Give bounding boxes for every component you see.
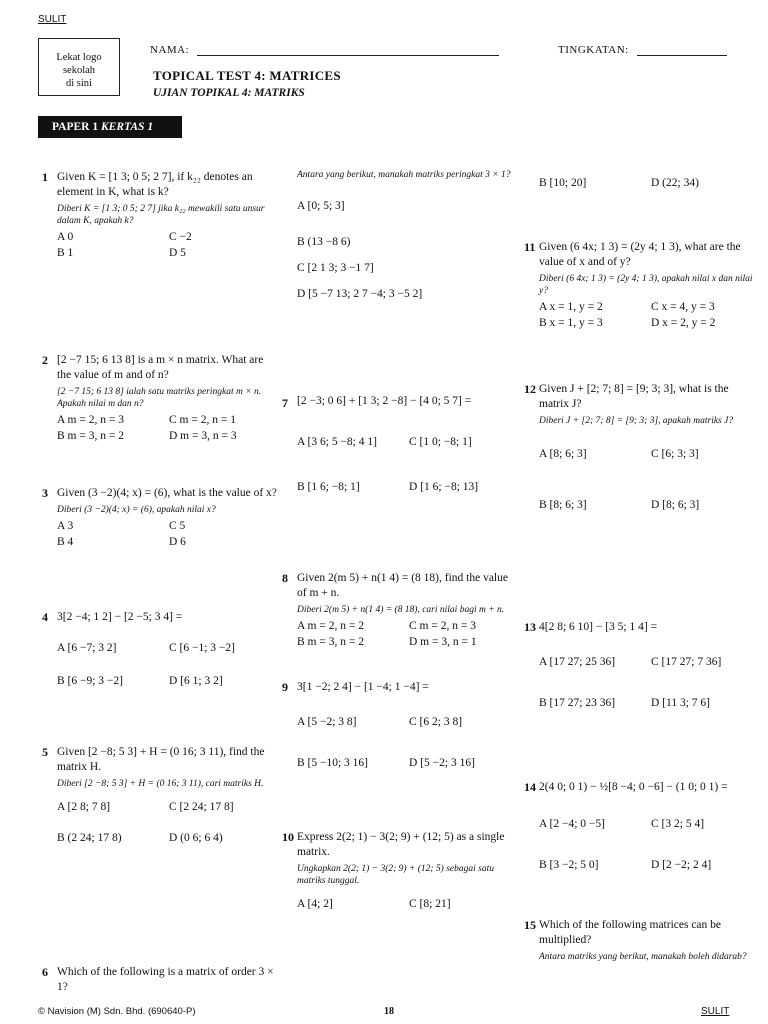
option-d[interactable]: D [11 3; 7 6]	[651, 697, 710, 709]
option-d[interactable]: D [5 −2; 3 16]	[409, 757, 475, 769]
logo-line: sekolah	[62, 65, 96, 76]
option-a[interactable]: A [8; 6; 3]	[539, 448, 587, 460]
option-c[interactable]: C m = 2, n = 3	[409, 620, 476, 632]
answer-options	[297, 619, 519, 650]
option-d[interactable]: D x = 2, y = 2	[651, 317, 716, 329]
option-b[interactable]: B [17 27; 23 36]	[539, 697, 616, 709]
option-d[interactable]: D [2 −2; 2 4]	[651, 859, 712, 871]
option-d[interactable]: D [8; 6; 3]	[651, 499, 700, 511]
question-15	[524, 918, 761, 963]
option-a[interactable]: A [2 −4; 0 −5]	[539, 818, 605, 830]
question-1	[42, 170, 279, 261]
answer-options	[297, 193, 519, 307]
question-text-english: 3[2 −4; 1 2] − [2 −5; 3 4] =	[57, 611, 183, 623]
answer-options	[57, 641, 279, 689]
question-text-english: Given J + [2; 7; 8] = [9; 3; 3], what is the matrix J?	[539, 383, 729, 410]
option-c[interactable]: C [6; 3; 3]	[651, 448, 699, 460]
answer-options	[539, 817, 761, 873]
option-c[interactable]: C x = 4, y = 3	[651, 301, 715, 313]
option-c[interactable]: C [17 27; 7 36]	[651, 656, 722, 668]
option-c[interactable]: C −2	[169, 231, 192, 243]
option-a[interactable]: A [5 −2; 3 8]	[297, 716, 357, 728]
option-b[interactable]: B [10; 20]	[539, 177, 587, 189]
option-d[interactable]: D 5	[169, 247, 186, 259]
paper-section-header	[38, 116, 182, 138]
answer-options	[297, 435, 519, 495]
question-7	[282, 382, 519, 495]
answer-options	[57, 519, 279, 550]
question-text-malay: Diberi [2 −8; 5 3] + H = (0 16; 3 11), cari matriks H.	[57, 779, 264, 789]
question-10-continued	[539, 176, 761, 191]
question-11	[524, 240, 761, 331]
option-a[interactable]: A [3 6; 5 −8; 4 1]	[297, 436, 377, 448]
name-field-line[interactable]	[197, 55, 499, 56]
question-4	[42, 610, 279, 689]
question-text-english: 3[1 −2; 2 4] − [1 −4; 1 −4] =	[297, 681, 429, 693]
question-number: 13	[524, 620, 536, 634]
question-text-malay: Diberi K = [1 3; 0 5; 2 7] jika k₂₂ mewakili satu unsur dalam K, apakah k?	[57, 204, 265, 226]
question-text-malay: Diberi (6 4x; 1 3) = (2y 4; 1 3), apakah nilai x dan nilai y?	[539, 274, 753, 296]
question-5	[42, 745, 279, 846]
option-c[interactable]: C m = 2, n = 1	[169, 414, 236, 426]
question-2	[42, 353, 279, 444]
option-c[interactable]: C 5	[169, 520, 186, 532]
option-c[interactable]: C [2 24; 17 8]	[169, 801, 234, 813]
question-number: 5	[42, 745, 48, 759]
option-c[interactable]: C [3 2; 5 4]	[651, 818, 705, 830]
option-c[interactable]: C [6 2; 3 8]	[409, 716, 463, 728]
option-b[interactable]: B m = 3, n = 2	[297, 636, 364, 648]
answer-options	[539, 447, 761, 513]
answer-options	[297, 715, 519, 771]
option-a[interactable]: A x = 1, y = 2	[539, 301, 603, 313]
question-text-malay: Diberi (3 −2)(4; x) = (6), apakah nilai x?	[57, 505, 216, 515]
answer-options	[57, 230, 279, 261]
option-c[interactable]: C [1 0; −8; 1]	[409, 436, 472, 448]
question-text-english: Given (3 −2)(4; x) = (6), what is the value of x?	[57, 487, 277, 499]
question-number: 6	[42, 965, 48, 979]
option-c[interactable]: C [8; 21]	[409, 898, 451, 910]
option-a[interactable]: A [17 27; 25 36]	[539, 656, 616, 668]
option-b[interactable]: B 4	[57, 536, 74, 548]
option-b[interactable]: B [8; 6; 3]	[539, 499, 587, 511]
option-b[interactable]: B (13 −8 6)	[297, 236, 351, 248]
logo-line: Lekat logo	[56, 52, 102, 63]
question-number: 11	[524, 240, 536, 254]
answer-options	[57, 413, 279, 444]
option-c[interactable]: C [2 1 3; 3 −1 7]	[297, 262, 374, 274]
option-a[interactable]: A [4; 2]	[297, 898, 333, 910]
school-logo-placeholder	[38, 38, 120, 96]
question-text-english: [2 −3; 0 6] + [1 3; 2 −8] − [4 0; 5 7] =	[297, 395, 472, 407]
question-number: 7	[282, 396, 288, 410]
answer-options	[539, 655, 761, 711]
option-b[interactable]: B (2 24; 17 8)	[57, 832, 122, 844]
question-text-malay: Diberi 2(m 5) + n(1 4) = (8 18), cari nilai bagi m + n.	[297, 605, 505, 615]
question-number: 10	[282, 830, 294, 844]
question-text-english: Given [2 −8; 5 3] + H = (0 16; 3 11), find the matrix H.	[57, 746, 265, 773]
question-3	[42, 486, 279, 550]
question-text-english: Which of the following matrices can be multiplied?	[539, 919, 722, 946]
question-text-english: Which of the following is a matrix of order 3 × 1?	[57, 966, 274, 993]
question-text-english: 2(4 0; 0 1) − ½[8 −4; 0 −6] − (1 0; 0 1) =	[539, 781, 728, 793]
option-b[interactable]: B x = 1, y = 3	[539, 317, 603, 329]
option-a[interactable]: A 3	[57, 520, 74, 532]
test-title-malay: UJIAN TOPIKAL 4: MATRIKS	[153, 87, 305, 99]
question-number: 14	[524, 780, 536, 794]
sulit-label-bottom: SULIT	[701, 1006, 730, 1017]
question-text-english: Given 2(m 5) + n(1 4) = (8 18), find the value of m + n.	[297, 572, 508, 599]
question-number: 2	[42, 353, 48, 367]
logo-line: di sini	[66, 78, 92, 89]
question-number: 4	[42, 610, 48, 624]
question-9	[282, 680, 519, 771]
option-a[interactable]: A [2 8; 7 8]	[57, 801, 111, 813]
kertas-label: KERTAS 1	[100, 121, 154, 133]
question-text-english: Given (6 4x; 1 3) = (2y 4; 1 3), what are the value of x and of y?	[539, 241, 741, 268]
option-a[interactable]: A m = 2, n = 3	[57, 414, 124, 426]
question-8	[282, 571, 519, 650]
option-b[interactable]: B m = 3, n = 2	[57, 430, 124, 442]
question-10	[282, 830, 519, 912]
option-a[interactable]: A m = 2, n = 2	[297, 620, 364, 632]
option-b[interactable]: B [6 −9; 3 −2]	[57, 675, 123, 687]
question-text-malay: Antara matriks yang berikut, manakah boleh didarab?	[539, 952, 747, 962]
option-d[interactable]: D 6	[169, 536, 186, 548]
answer-options	[57, 800, 279, 846]
name-label: NAMA:	[150, 44, 190, 56]
question-text-malay: Diberi J + [2; 7; 8] = [9; 3; 3], apakah matriks J?	[539, 416, 734, 426]
option-b[interactable]: B [5 −10; 3 16]	[297, 757, 369, 769]
test-title-english: TOPICAL TEST 4: MATRICES	[153, 68, 341, 83]
option-d[interactable]: D m = 3, n = 1	[409, 636, 477, 648]
answer-options	[297, 897, 519, 912]
option-d[interactable]: D (0 6; 6 4)	[169, 832, 223, 844]
question-text-malay: [2 −7 15; 6 13 8] ialah satu matriks peringkat m × n. Apakah nilai m dan n?	[57, 387, 262, 409]
question-number: 9	[282, 680, 288, 694]
question-14	[524, 780, 761, 873]
paper-label: PAPER 1	[52, 121, 99, 133]
option-d[interactable]: D (22; 34)	[651, 177, 699, 189]
question-text-english: 4[2 8; 6 10] − [3 5; 1 4] =	[539, 621, 658, 633]
question-text-malay: Ungkapkan 2(2; 1) − 3(2; 9) + (12; 5) sebagai satu matriks tunggal.	[297, 864, 494, 886]
question-12	[524, 382, 761, 513]
answer-options	[539, 300, 761, 331]
option-a[interactable]: A [0; 5; 3]	[297, 200, 345, 212]
option-c[interactable]: C [6 −1; 3 −2]	[169, 642, 235, 654]
question-number: 1	[42, 170, 48, 184]
question-6	[42, 965, 279, 995]
copyright-notice: © Navision (M) Sdn. Bhd. (690640-P)	[38, 1006, 196, 1017]
question-number: 3	[42, 486, 48, 500]
option-d[interactable]: D [5 −7 13; 2 7 −4; 3 −5 2]	[297, 288, 423, 300]
option-b[interactable]: B 1	[57, 247, 74, 259]
option-b[interactable]: B [3 −2; 5 0]	[539, 859, 599, 871]
option-d[interactable]: D [6 1; 3 2]	[169, 675, 223, 687]
question-number: 15	[524, 918, 536, 932]
option-a[interactable]: A 0	[57, 231, 74, 243]
question-text-english: Given K = [1 3; 0 5; 2 7], if k₂₂ denotes an element in K, what is k?	[57, 171, 253, 198]
question-text-english: Express 2(2; 1) − 3(2; 9) + (12; 5) as a single matrix.	[297, 831, 505, 858]
form-field-line[interactable]	[637, 55, 727, 56]
question-6-continued	[297, 166, 519, 307]
question-number: 12	[524, 382, 536, 396]
option-b[interactable]: B [1 6; −8; 1]	[297, 481, 360, 493]
answer-options	[539, 176, 761, 191]
option-a[interactable]: A [6 −7; 3 2]	[57, 642, 117, 654]
question-text-malay: Antara yang berikut, manakah matriks peringkat 3 × 1?	[297, 170, 511, 180]
form-label: TINGKATAN:	[558, 44, 629, 56]
question-text-english: [2 −7 15; 6 13 8] is a m × n matrix. What are the value of m and of n?	[57, 354, 264, 381]
question-13	[524, 620, 761, 711]
page-number: 18	[384, 1006, 394, 1017]
option-d[interactable]: D m = 3, n = 3	[169, 430, 237, 442]
sulit-label-top: SULIT	[38, 14, 67, 25]
option-d[interactable]: D [1 6; −8; 13]	[409, 481, 479, 493]
question-number: 8	[282, 571, 288, 585]
